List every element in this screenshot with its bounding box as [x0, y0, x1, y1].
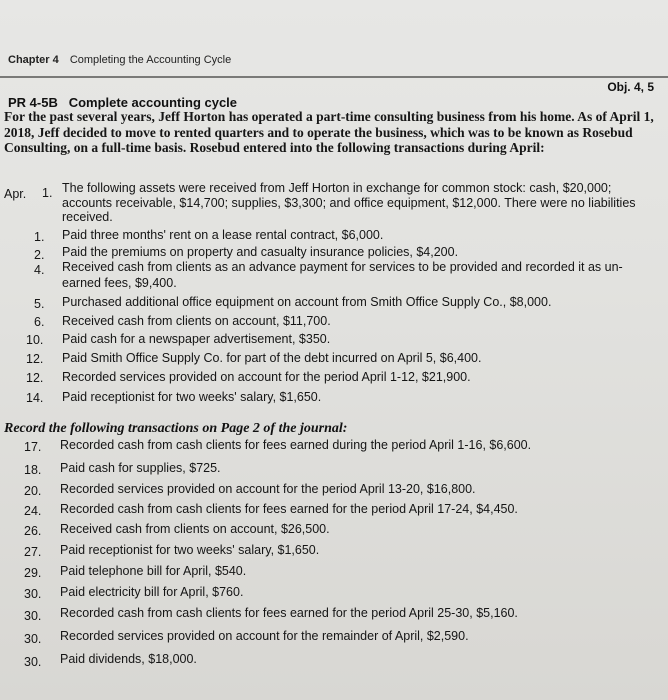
- tx-day: 6.: [34, 315, 45, 329]
- tx-day: 20.: [24, 484, 42, 498]
- tx-line: Paid telephone bill for April, $540.: [60, 564, 247, 578]
- problem-name: Complete accounting cycle: [68, 95, 238, 110]
- tx-line: received.: [62, 210, 113, 224]
- tx-day: 17.: [24, 440, 42, 454]
- chapter-number: Chapter 4: [8, 54, 59, 66]
- tx-day: 30.: [24, 609, 42, 623]
- tx-line: Recorded cash from cash clients for fees earned during the period April 1-16, $6,600.: [60, 438, 532, 452]
- journal-page-heading: Record the following transactions on Page 2 of the journal:: [4, 421, 348, 436]
- tx-line: Paid three months' rent on a lease rental contract, $6,000.: [62, 228, 384, 242]
- tx-day: 30.: [24, 587, 42, 601]
- tx-day: 1.: [42, 186, 53, 200]
- problem-id: PR 4-5B: [8, 95, 58, 110]
- tx-day: 10.: [26, 333, 44, 347]
- tx-line: Paid cash for a newspaper advertisement, $350.: [62, 332, 331, 346]
- tx-line: earned fees, $9,400.: [62, 276, 177, 290]
- tx-day: 1.: [34, 230, 45, 244]
- tx-line: Paid electricity bill for April, $760.: [60, 585, 244, 599]
- tx-line: Recorded services provided on account for the remainder of April, $2,590.: [60, 629, 469, 643]
- problem-title: [8, 95, 237, 110]
- tx-day: 12.: [26, 371, 44, 385]
- tx-line: Paid receptionist for two weeks' salary, $1,650.: [62, 390, 322, 404]
- problem-intro: For the past several years, Jeff Horton has operated a part-time consulting business from his home. As of April 1, 2018, Jeff decided to move to rented quarters and to operate the business, which was to be known as Rosebud Consulting, on a full-time basis. Rosebud entered into the following transactions during April:: [4, 109, 654, 155]
- tx-day: 27.: [24, 545, 42, 559]
- tx-day: 2.: [34, 248, 45, 262]
- tx-day: 12.: [26, 352, 44, 366]
- tx-line: Received cash from clients as an advance payment for services to be provided and recorded it as un-: [62, 260, 623, 274]
- tx-line: Paid receptionist for two weeks' salary, $1,650.: [60, 543, 320, 557]
- tx-day: 18.: [24, 463, 42, 477]
- tx-line: Recorded services provided on account for the period April 13-20, $16,800.: [60, 482, 476, 496]
- tx-day: 30.: [24, 632, 42, 646]
- tx-day: 30.: [24, 655, 42, 669]
- tx-line: Paid dividends, $18,000.: [60, 652, 197, 666]
- chapter-title: Completing the Accounting Cycle: [69, 54, 232, 66]
- tx-line: Received cash from clients on account, $11,700.: [62, 314, 331, 328]
- tx-line: Paid Smith Office Supply Co. for part of the debt incurred on April 5, $6,400.: [62, 351, 482, 365]
- tx-line: Recorded cash from cash clients for fees earned for the period April 25-30, $5,160.: [60, 606, 518, 620]
- tx-day: 26.: [24, 524, 42, 538]
- tx-line: Paid cash for supplies, $725.: [60, 461, 221, 475]
- header-divider: [0, 76, 668, 78]
- tx-day: 4.: [34, 263, 45, 277]
- tx-day: 14.: [26, 391, 44, 405]
- tx-line: Purchased additional office equipment on account from Smith Office Supply Co., $8,000.: [62, 295, 552, 309]
- tx-line: accounts receivable, $14,700; supplies, $3,300; and office equipment, $12,000. There were no liabilities: [62, 196, 636, 210]
- chapter-header: [8, 54, 231, 66]
- tx-line: The following assets were received from Jeff Horton in exchange for common stock: cash, $20,000;: [62, 181, 612, 195]
- tx-line: Received cash from clients on account, $26,500.: [60, 522, 330, 536]
- tx-line: Recorded services provided on account for the period April 1-12, $21,900.: [62, 370, 471, 384]
- tx-day: 5.: [34, 297, 45, 311]
- tx-line: Recorded cash from cash clients for fees earned for the period April 17-24, $4,450.: [60, 502, 518, 516]
- tx-day: 29.: [24, 566, 42, 580]
- tx-day: 24.: [24, 504, 42, 518]
- objective-label: Obj. 4, 5: [607, 80, 654, 94]
- tx-line: Paid the premiums on property and casualty insurance policies, $4,200.: [62, 245, 459, 259]
- month-label: Apr.: [4, 187, 27, 201]
